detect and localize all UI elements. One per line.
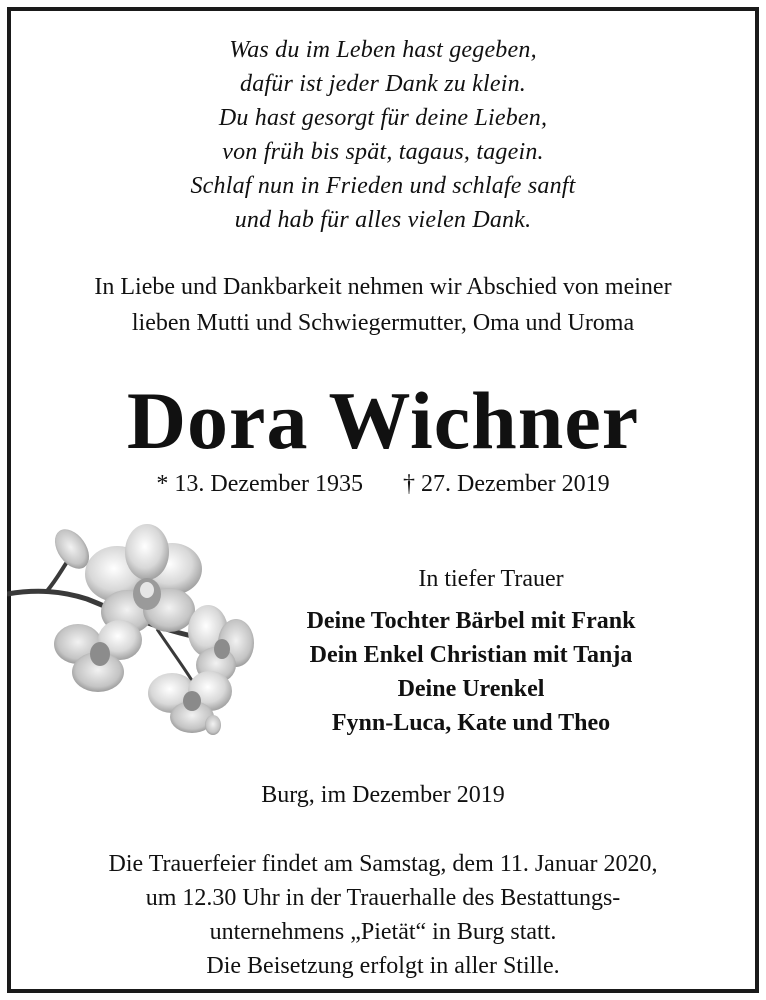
poem-line: von früh bis spät, tagaus, tagein. [222, 139, 544, 165]
intro-line: In Liebe und Dankbarkeit nehmen wir Abschied von meiner [94, 274, 672, 300]
funeral-line: Die Beisetzung erfolgt in aller Stille. [206, 953, 560, 979]
funeral-info [11, 847, 755, 983]
mourners-heading: In tiefer Trauer [418, 566, 564, 592]
death-date: † 27. Dezember 2019 [403, 471, 610, 497]
poem-line: Schlaf nun in Frieden und schlafe sanft [190, 173, 576, 199]
mourner-line: Dein Enkel Christian mit Tanja [309, 642, 633, 668]
notice-frame [7, 7, 759, 993]
poem-line: und hab für alles vielen Dank. [234, 207, 532, 233]
mourner-line: Deine Urenkel [397, 676, 545, 702]
birth-date: * 13. Dezember 1935 [156, 471, 363, 497]
poem [11, 33, 755, 237]
mourners-list [251, 604, 691, 740]
orchid-flower-icon [7, 519, 257, 739]
deceased-name: Dora Wichner [126, 375, 640, 466]
poem-line: Was du im Leben hast gegeben, [229, 37, 537, 63]
funeral-line: unternehmens „Pietät“ in Burg statt. [209, 919, 557, 945]
place-date: Burg, im Dezember 2019 [261, 782, 505, 808]
funeral-line: Die Trauerfeier findet am Samstag, dem 11. Januar 2020, [108, 851, 658, 877]
mourner-line: Fynn-Luca, Kate und Theo [331, 710, 611, 736]
intro-line: lieben Mutti und Schwiegermutter, Oma und Uroma [131, 310, 635, 336]
mourner-line: Deine Tochter Bärbel mit Frank [306, 608, 636, 634]
funeral-line: um 12.30 Uhr in der Trauerhalle des Bestattungs- [145, 885, 621, 911]
poem-line: Du hast gesorgt für deine Lieben, [218, 105, 548, 131]
poem-line: dafür ist jeder Dank zu klein. [240, 71, 526, 97]
intro-text [11, 269, 755, 341]
life-dates [11, 466, 755, 502]
